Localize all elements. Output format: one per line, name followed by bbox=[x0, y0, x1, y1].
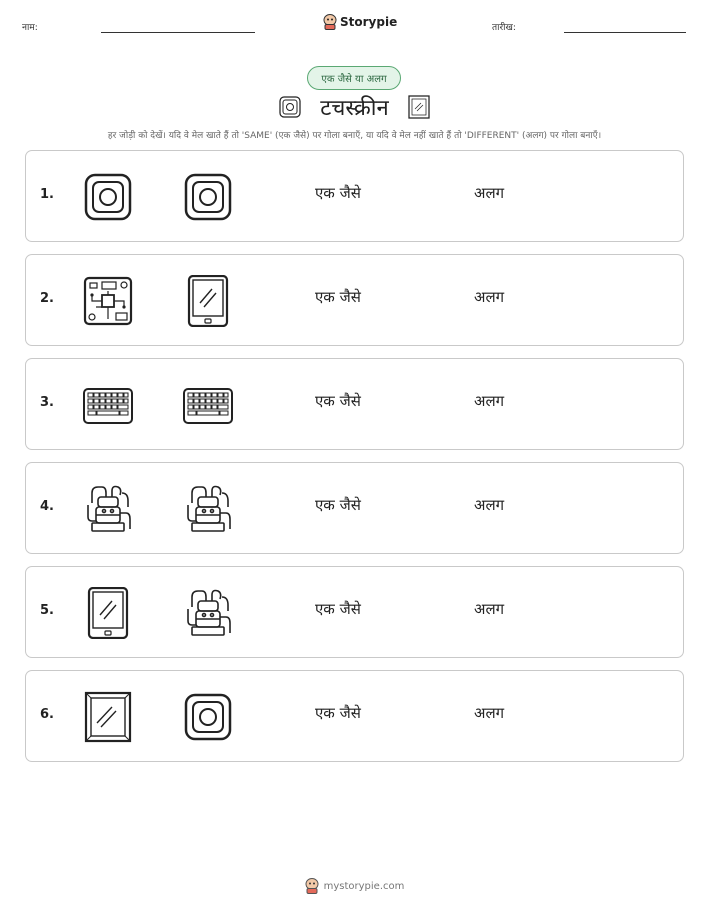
question-number: 6. bbox=[40, 707, 54, 722]
brand-name: Storypie bbox=[340, 15, 398, 29]
square-button-icon bbox=[182, 691, 234, 743]
different-option[interactable]: अलग bbox=[474, 392, 505, 410]
question-row-6 bbox=[25, 670, 684, 762]
keyboard-icon bbox=[82, 379, 134, 431]
footer bbox=[0, 878, 709, 894]
same-option[interactable]: एक जैसे bbox=[315, 496, 361, 514]
same-option[interactable]: एक जैसे bbox=[315, 704, 361, 722]
date-field[interactable] bbox=[564, 32, 686, 33]
same-option[interactable]: एक जैसे bbox=[315, 184, 361, 202]
machine-pipes-icon bbox=[82, 483, 134, 535]
square-button-icon bbox=[278, 95, 302, 119]
page-title: टचस्क्रीन bbox=[320, 96, 389, 121]
name-field[interactable] bbox=[101, 32, 255, 33]
question-row-4 bbox=[25, 462, 684, 554]
storypie-mascot-icon bbox=[305, 878, 319, 894]
question-number: 1. bbox=[40, 187, 54, 202]
keyboard-icon bbox=[182, 379, 234, 431]
brand-logo bbox=[323, 14, 397, 30]
question-row-2 bbox=[25, 254, 684, 346]
question-number: 2. bbox=[40, 291, 54, 306]
different-option[interactable]: अलग bbox=[474, 600, 505, 618]
square-button-icon bbox=[82, 171, 134, 223]
different-option[interactable]: अलग bbox=[474, 288, 505, 306]
instructions: हर जोड़ी को देखें। यदि वे मेल खाते हैं तो 'SAME' (एक जैसे) पर गोला बनाएँ, या यदि वे मेल नहीं खाते हैं तो 'DIFFERENT' (अलग) पर गोला बनाएँ। bbox=[107, 131, 602, 141]
question-row-3 bbox=[25, 358, 684, 450]
different-option[interactable]: अलग bbox=[474, 496, 505, 514]
question-number: 3. bbox=[40, 395, 54, 410]
question-row-5 bbox=[25, 566, 684, 658]
question-number: 5. bbox=[40, 603, 54, 618]
same-option[interactable]: एक जैसे bbox=[315, 392, 361, 410]
title-row bbox=[0, 90, 709, 124]
tablet-icon bbox=[82, 587, 134, 639]
machine-pipes-icon bbox=[182, 483, 234, 535]
question-number: 4. bbox=[40, 499, 54, 514]
tablet-icon bbox=[182, 275, 234, 327]
date-label: तारीख: bbox=[492, 23, 516, 33]
worksheet-type-badge: एक जैसे या अलग bbox=[307, 66, 401, 90]
glass-screen-icon bbox=[82, 691, 134, 743]
glass-screen-icon bbox=[407, 94, 431, 120]
same-option[interactable]: एक जैसे bbox=[315, 288, 361, 306]
square-button-icon bbox=[182, 171, 234, 223]
machine-pipes-icon bbox=[182, 587, 234, 639]
name-label: नाम: bbox=[22, 23, 38, 33]
question-row-1 bbox=[25, 150, 684, 242]
circuit-board-icon bbox=[82, 275, 134, 327]
same-option[interactable]: एक जैसे bbox=[315, 600, 361, 618]
different-option[interactable]: अलग bbox=[474, 704, 505, 722]
different-option[interactable]: अलग bbox=[474, 184, 505, 202]
footer-website: mystorypie.com bbox=[323, 880, 405, 892]
storypie-mascot-icon bbox=[323, 14, 337, 30]
